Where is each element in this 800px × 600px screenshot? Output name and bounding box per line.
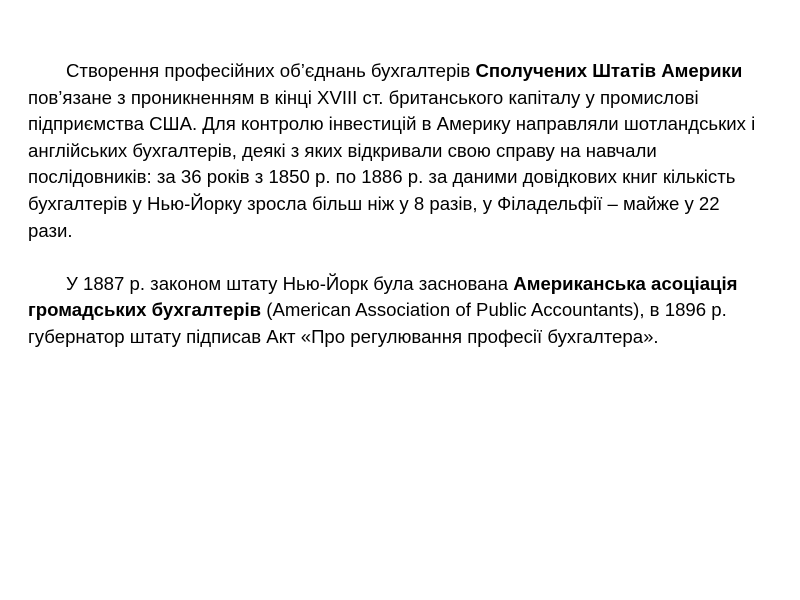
paragraph-american-association bbox=[28, 271, 756, 351]
paragraph-us-accountants-origin bbox=[28, 58, 756, 244]
slide-text-body bbox=[28, 58, 756, 351]
paragraph-text: (American Association of Public Accountants), в 1896 р. губернатор штату підписав Акт «Про регулювання професії бухгалтера». bbox=[28, 299, 727, 347]
paragraph-bold-text: Сполучених Штатів Америки bbox=[475, 60, 743, 81]
paragraph-text: Створення професійних об’єднань бухгалтерів bbox=[66, 60, 476, 81]
paragraph-bold-text: Американська асоціація громадських бухгалтерів bbox=[28, 272, 738, 321]
paragraph-text: У 1887 р. законом штату Нью-Йорк була заснована bbox=[66, 272, 514, 294]
paragraph-text: пов’язане з проникненням в кінці XVIII ст. британського капіталу у промислові підприємства США. Для контролю інвестицій в Америку направляли шотландських і англійських бухгалтерів, деякі з яких відкривали свою справу на навчали послідовників: за 36 років з 1850 р. по 1886 р. за даними довідкових книг кількість бухгалтерів у Нью-Йорку зросла більш ніж у 8 разів, у Філадельфії – майже у 22 рази. bbox=[28, 86, 756, 241]
